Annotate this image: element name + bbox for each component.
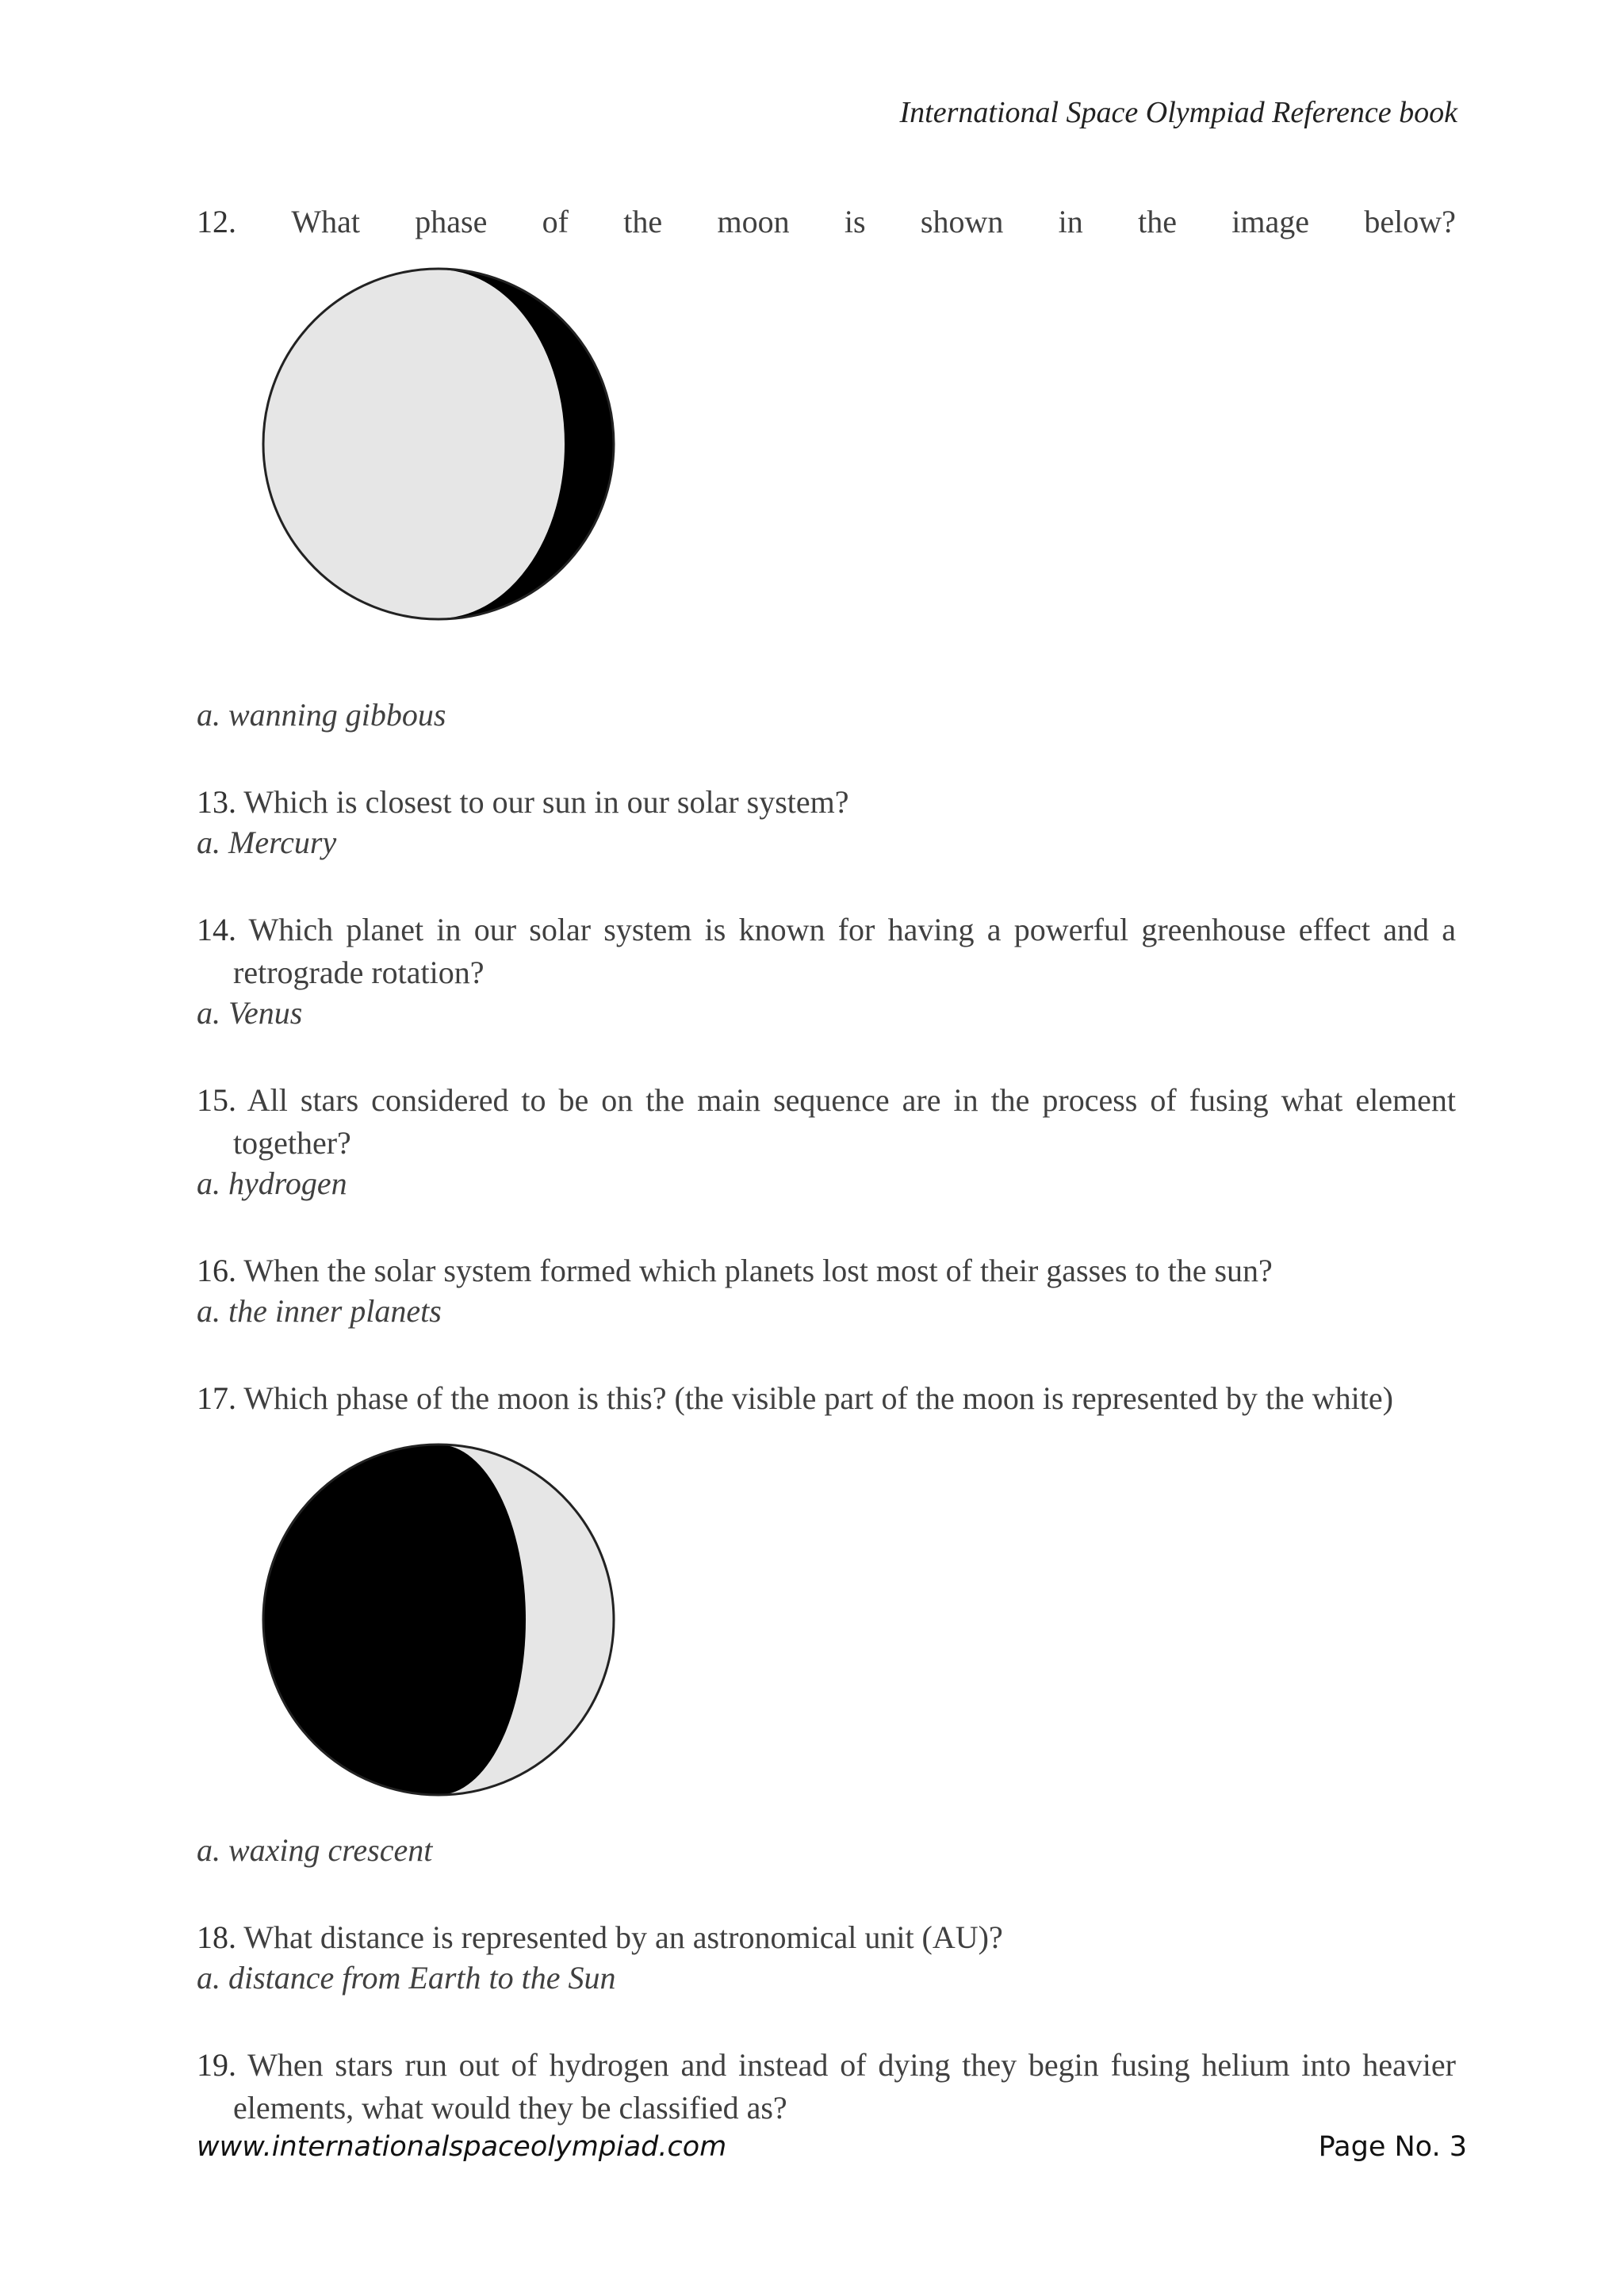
question-word: the [1138,204,1177,239]
answer-text: hydrogen [228,1165,347,1201]
answer-label: a. [197,1165,220,1201]
question-word: the [623,204,663,239]
question-13 [197,781,1456,824]
question-16 [197,1249,1456,1292]
question-word: of [542,204,569,239]
answer-12 [197,696,446,733]
moon-gibbous-figure [260,266,617,622]
answer-label: a. [197,1960,220,1996]
answer-label: a. [197,825,220,860]
question-number: 13. [197,784,236,820]
answer-15 [197,1165,347,1202]
question-12 [197,201,1456,243]
question-word: phase [415,204,488,239]
answer-13 [197,824,336,861]
footer-website-link[interactable]: www.internationalspaceolympiad.com [197,2131,727,2163]
question-word: is [844,204,866,239]
question-word: shown [920,204,1004,239]
question-text: Which planet in our solar system is known for having a powerful greenhouse effect and a retrograde rotation? [233,912,1457,990]
question-text: When stars run out of hydrogen and instead of dying they begin fusing helium into heavier elements, what would they be classified as? [233,2047,1456,2126]
moon-crescent-figure [260,1441,617,1798]
question-number: 19. [197,2047,236,2083]
moon-lit-side [263,269,565,619]
answer-text: Venus [228,995,303,1031]
question-word: in [1058,204,1083,239]
question-17 [197,1377,1456,1420]
answer-label: a. [197,1293,220,1329]
answer-text: waxing crescent [228,1832,433,1868]
question-text: Which is closest to our sun in our solar system? [243,784,849,820]
footer-page-number: Page No. 3 [1318,2131,1467,2163]
question-text: Which phase of the moon is this? (the visible part of the moon is represented by the white) [243,1380,1393,1416]
question-15 [197,1079,1456,1165]
question-19 [197,2044,1456,2130]
question-word: image [1231,204,1310,239]
answer-17 [197,1831,432,1869]
answer-14 [197,994,302,1031]
question-14 [197,909,1456,994]
page-header-title: International Space Olympiad Reference book [899,96,1457,129]
answer-label: a. [197,1832,220,1868]
question-18 [197,1916,1456,1959]
question-number: 16. [197,1253,236,1288]
question-number: 18. [197,1919,236,1955]
question-number: 17. [197,1380,236,1416]
question-word: moon [717,204,790,239]
answer-label: a. [197,995,220,1031]
question-number: 12. [197,204,236,239]
answer-16 [197,1292,442,1330]
answer-text: distance from Earth to the Sun [228,1960,616,1996]
answer-18 [197,1959,615,1996]
question-text: All stars considered to be on the main sequence are in the process of fusing what element together? [233,1082,1456,1161]
question-word: What [291,204,360,239]
answer-text: wanning gibbous [228,697,446,733]
answer-text: Mercury [228,825,337,860]
moon-dark-side [263,1445,526,1795]
question-word: below? [1364,204,1456,239]
question-number: 14. [197,912,236,947]
answer-label: a. [197,697,220,733]
question-text: What distance is represented by an astronomical unit (AU)? [243,1919,1003,1955]
question-text: When the solar system formed which planets lost most of their gasses to the sun? [243,1253,1273,1288]
answer-text: the inner planets [228,1293,442,1329]
question-number: 15. [197,1082,236,1118]
